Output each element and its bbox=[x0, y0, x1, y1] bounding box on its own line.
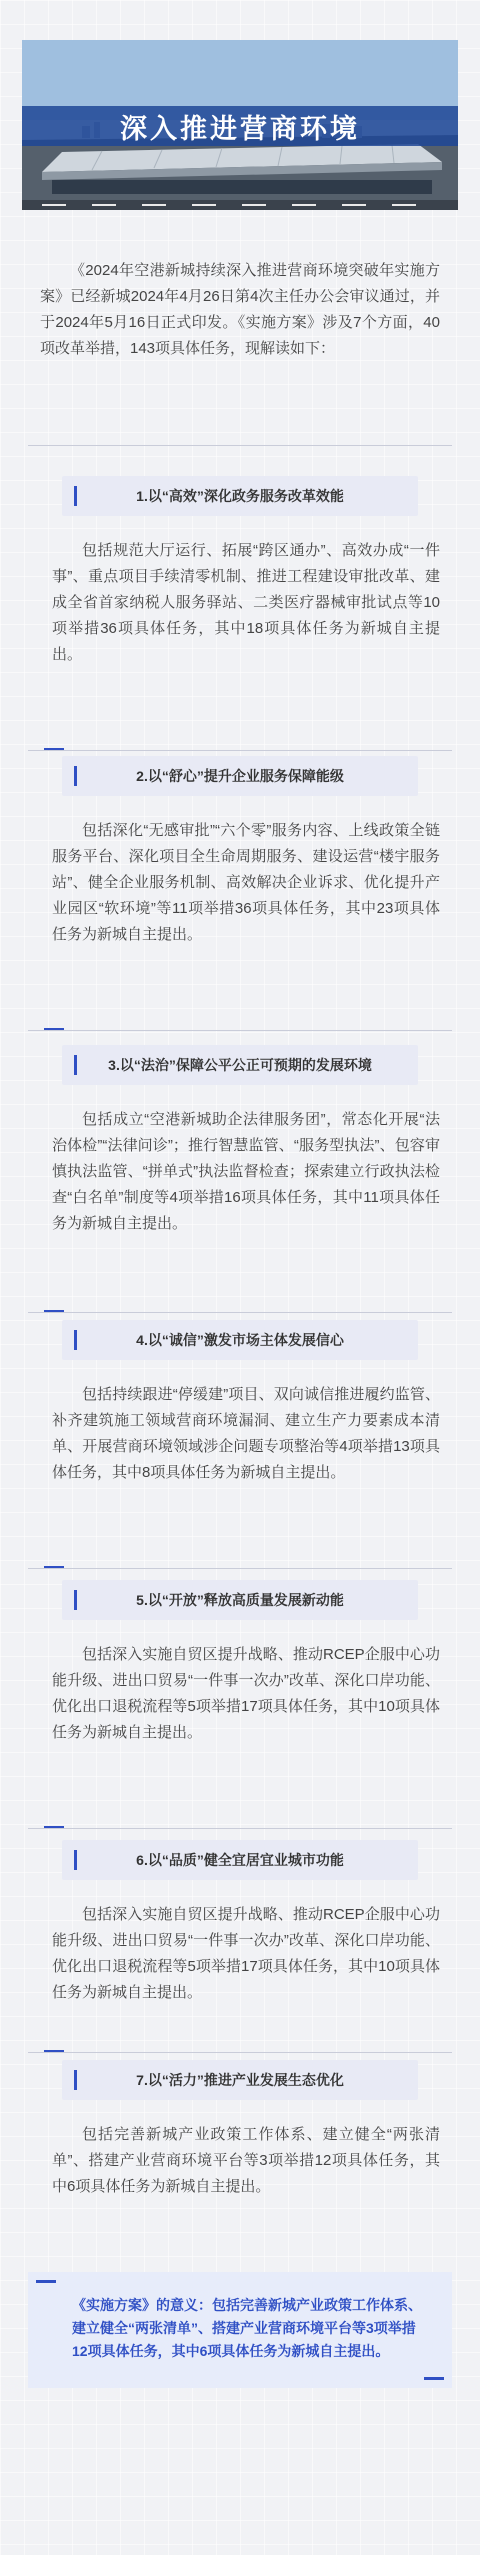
section-body-4: 包括持续跟进“停缓建”项目、双向诚信推进履约监管、补齐建筑施工领域营商环境漏洞、建立生产力要素成本清单、开展营商环境领域涉企问题专项整治等4项举措13项具体任务，其中8项具体任务为新城自主提出。 bbox=[52, 1386, 440, 1481]
hero-title-banner bbox=[22, 106, 458, 146]
heading-bar bbox=[74, 766, 77, 786]
summary-box bbox=[28, 2272, 452, 2388]
section-title: 5.以“开放”释放高质量发展新动能 bbox=[136, 1592, 344, 1608]
section-heading-5 bbox=[62, 1580, 418, 1620]
section-body-7: 包括完善新城产业政策工作体系、建立健全“两张清单”、搭建产业营商环境平台等3项举措12项具体任务，其中6项具体任务为新城自主提出。 bbox=[52, 2126, 440, 2195]
section-heading-3 bbox=[62, 1045, 418, 1085]
section-body-3: 包括成立“空港新城助企法律服务团”，常态化开展“法治体检”“法律问诊”；推行智慧监管、“服务型执法”、包容审慎执法监管、“拼单式”执法监督检查；探索建立行政执法检查“白名单”制度等4项举措16项具体任务，其中11项具体任务为新城自主提出。 bbox=[52, 1111, 440, 1232]
summary-accent-right bbox=[424, 2377, 444, 2380]
section-heading-2 bbox=[62, 756, 418, 796]
section-body-2: 包括深化“无感审批”“六个零”服务内容、上线政策全链服务平台、深化项目全生命周期服务、建设运营“楼宇服务站”、健全企业服务机制、高效解决企业诉求、优化提升产业园区“软环境”等11项举措36项具体任务，其中23项具体任务为新城自主提出。 bbox=[52, 822, 440, 943]
section-title: 4.以“诚信”激发市场主体发展信心 bbox=[136, 1332, 344, 1348]
section-divider bbox=[28, 445, 452, 446]
section-divider bbox=[28, 2052, 452, 2053]
section-heading-7 bbox=[62, 2060, 418, 2100]
section-heading-6 bbox=[62, 1840, 418, 1880]
summary-accent-left bbox=[36, 2280, 56, 2283]
section-divider bbox=[28, 1568, 452, 1569]
hero-image bbox=[22, 40, 458, 210]
summary-text: 《实施方案》的意义：包括完善新城产业政策工作体系、建立健全“两张清单”、搭建产业营商环境平台等3项举措12项具体任务，其中6项具体任务为新城自主提出。 bbox=[72, 2297, 422, 2359]
heading-bar bbox=[74, 486, 77, 506]
section-divider bbox=[28, 750, 452, 751]
section-divider bbox=[28, 1030, 452, 1031]
section-divider bbox=[28, 1312, 452, 1313]
heading-bar bbox=[74, 1055, 77, 1075]
page-title: 深入推进营商环境 bbox=[120, 113, 360, 144]
heading-bar bbox=[74, 2070, 77, 2090]
section-body-1: 包括规范大厅运行、拓展“跨区通办”、高效办成“一件事”、重点项目手续清零机制、推进工程建设审批改革、建成全省首家纳税人服务驿站、二类医疗器械审批试点等10项举措36项具体任务，其中18项具体任务为新城自主提出。 bbox=[52, 542, 440, 663]
section-title: 2.以“舒心”提升企业服务保障能级 bbox=[136, 768, 344, 784]
section-body-6: 包括深入实施自贸区提升战略、推动RCEP企服中心功能升级、进出口贸易“一件事一次办”改革、深化口岸功能、优化出口退税流程等5项举措17项具体任务，其中10项具体任务为新城自主提出。 bbox=[52, 1906, 440, 2001]
section-body-5: 包括深入实施自贸区提升战略、推动RCEP企服中心功能升级、进出口贸易“一件事一次办”改革、深化口岸功能、优化出口退税流程等5项举措17项具体任务，其中10项具体任务为新城自主提出。 bbox=[52, 1646, 440, 1741]
section-divider bbox=[28, 1828, 452, 1829]
heading-bar bbox=[74, 1590, 77, 1610]
heading-bar bbox=[74, 1850, 77, 1870]
heading-bar bbox=[74, 1330, 77, 1350]
section-heading-1 bbox=[62, 476, 418, 516]
section-title: 1.以“高效”深化政务服务改革效能 bbox=[136, 488, 344, 504]
intro-paragraph: 《2024年空港新城持续深入推进营商环境突破年实施方案》已经新城2024年4月26日第4次主任办公会审议通过，并于2024年5月16日正式印发。《实施方案》涉及7个方面，40项改革举措，143项具体任务，现解读如下： bbox=[40, 262, 440, 357]
section-heading-4 bbox=[62, 1320, 418, 1360]
section-title: 3.以“法治”保障公平公正可预期的发展环境 bbox=[108, 1057, 372, 1073]
section-title: 6.以“品质”健全宜居宜业城市功能 bbox=[136, 1852, 344, 1868]
section-title: 7.以“活力”推进产业发展生态优化 bbox=[136, 2072, 344, 2088]
